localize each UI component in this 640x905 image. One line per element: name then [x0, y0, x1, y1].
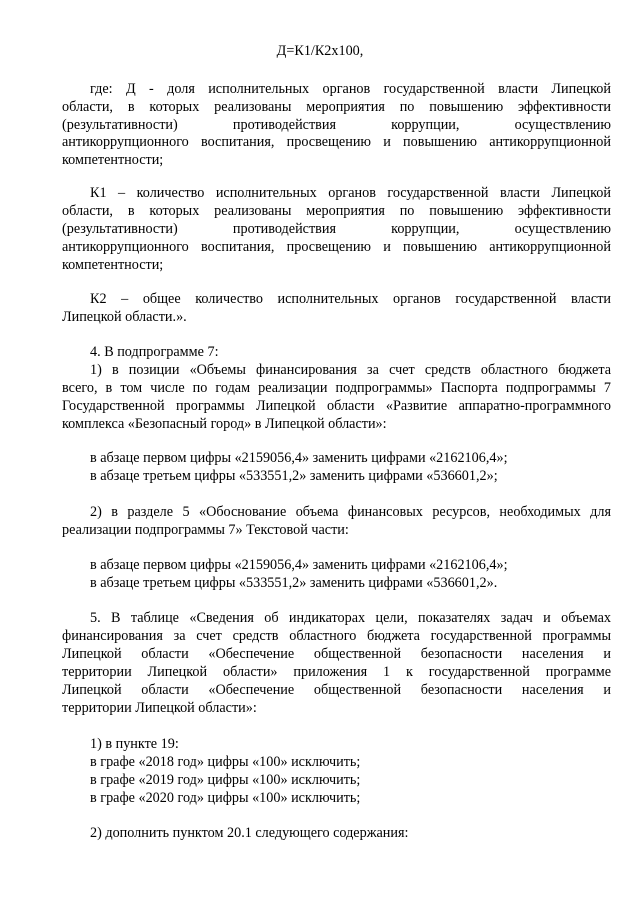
item5-line-3: Липецкой области «Обеспечение общественной безопасности населения и — [62, 646, 611, 662]
item4-2-change-2: в абзаце третьем цифры «533551,2» заменить цифрами «536601,2». — [90, 575, 498, 591]
para-d-line-3: (результативности) противодействия коррупции, осуществлению — [62, 117, 611, 133]
item5-2-line: 2) дополнить пунктом 20.1 следующего содержания: — [90, 825, 409, 841]
item4-title: 4. В подпрограмме 7: — [90, 344, 219, 360]
item5-1-line-2: в графе «2019 год» цифры «100» исключить; — [90, 772, 361, 788]
para-d-line-2: области, в которых реализованы мероприятия по повышению эффективности — [62, 99, 611, 115]
item5-line-5: Липецкой области «Обеспечение общественной безопасности населения и — [62, 682, 611, 698]
item4-2-line-2: реализации подпрограммы 7» Текстовой части: — [62, 522, 349, 538]
item4-1-change-2: в абзаце третьем цифры «533551,2» заменить цифрами «536601,2»; — [90, 468, 498, 484]
item5-line-1: 5. В таблице «Сведения об индикаторах цели, показателях задач и объемах — [90, 610, 611, 626]
item4-2-line-1: 2) в разделе 5 «Обоснование объема финансовых ресурсов, необходимых для — [90, 504, 611, 520]
para-k1-line-1: К1 – количество исполнительных органов государственной власти Липецкой — [90, 185, 611, 201]
para-k1-line-5: компетентности; — [62, 257, 164, 273]
para-k1-line-4: антикоррупционного воспитания, просвещению и повышению антикоррупционной — [62, 239, 611, 255]
item4-1-line-3: Государственной программы Липецкой области «Развитие аппаратно-программного — [62, 398, 611, 414]
item5-1-line-1: в графе «2018 год» цифры «100» исключить; — [90, 754, 361, 770]
para-d-line-5: компетентности; — [62, 152, 164, 168]
para-d-line-4: антикоррупционного воспитания, просвещению и повышению антикоррупционной — [62, 134, 611, 150]
item5-1-title: 1) в пункте 19: — [90, 736, 179, 752]
para-k2-line-2: Липецкой области.». — [62, 309, 187, 325]
item4-1-line-2: всего, в том числе по годам реализации подпрограммы» Паспорта подпрограммы 7 — [62, 380, 611, 396]
item5-line-2: финансирования за счет средств областного бюджета государственной программы — [62, 628, 611, 644]
item4-1-line-1: 1) в позиции «Объемы финансирования за счет средств областного бюджета — [90, 362, 611, 378]
item4-1-line-4: комплекса «Безопасный город» в Липецкой области»: — [62, 416, 387, 432]
para-k2-line-1: К2 – общее количество исполнительных органов государственной власти — [90, 291, 611, 307]
para-k1-line-2: области, в которых реализованы мероприятия по повышению эффективности — [62, 203, 611, 219]
item4-1-change-1: в абзаце первом цифры «2159056,4» заменить цифрами «2162106,4»; — [90, 450, 508, 466]
item5-line-6: территории Липецкой области»: — [62, 700, 257, 716]
item5-line-4: территории Липецкой области» приложения 1 к государственной программе — [62, 664, 611, 680]
item5-1-line-3: в графе «2020 год» цифры «100» исключить; — [90, 790, 361, 806]
item4-2-change-1: в абзаце первом цифры «2159056,4» заменить цифрами «2162106,4»; — [90, 557, 508, 573]
formula: Д=К1/К2х100, — [276, 43, 364, 59]
para-k1-line-3: (результативности) противодействия коррупции, осуществлению — [62, 221, 611, 237]
para-d-line-1: где: Д - доля исполнительных органов государственной власти Липецкой — [90, 81, 611, 97]
